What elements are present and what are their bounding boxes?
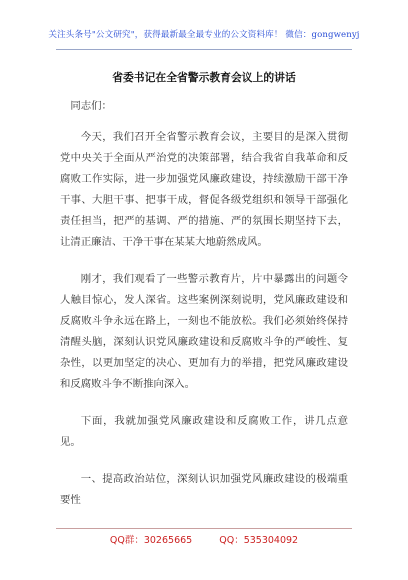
header-divider: [56, 49, 352, 50]
paragraph-2: 刚才，我们观看了一些警示教育片，片中暴露出的问题令人触目惊心，发人深省。这些案例深刻说明，党风廉政建设和反腐败斗争永远在路上，一刻也不能放松。我们必须始终保持清醒头脑，深刻认识党风廉政建设和反腐败斗争的严峻性、复杂性，以更加坚定的决心、更加有力的举措，把党风廉政建设和反腐败斗争不断推向深入。: [60, 273, 348, 390]
paragraph-3: 下面，我就加强党风廉政建设和反腐败工作，讲几点意见。: [60, 415, 348, 448]
document-title: 省委书记在全省警示教育会议上的讲话: [112, 71, 296, 84]
paragraph-4: 一、提高政治站位，深刻认识加强党风廉政建设的极端重要性: [60, 473, 348, 506]
footer-qq-group: QQ群：30265665: [109, 535, 193, 546]
footer-divider: [56, 528, 352, 529]
paragraph-1: 今天，我们召开全省警示教育会议，主要目的是深入贯彻党中央关于全面从严治党的决策部署，结合我省自我革命和反腐败工作实际，进一步加强党风廉政建设，持续激励干部干净干事、大胆干事、把事干成，督促各级党组织和领导干部强化责任担当，把严的基调、严的措施、严的氛围长期坚持下去，让清正廉洁、干净干事在某某大地蔚然成风。: [60, 131, 348, 248]
footer: [0, 532, 408, 546]
header-banner: 关注头条号"公文研究"，获得最新最全最专业的公文资料库！ 微信：gongwenyj: [48, 30, 360, 40]
document-body: [60, 96, 348, 527]
footer-qq: QQ：535304092: [219, 535, 299, 546]
salutation: 同志们：: [70, 100, 112, 112]
